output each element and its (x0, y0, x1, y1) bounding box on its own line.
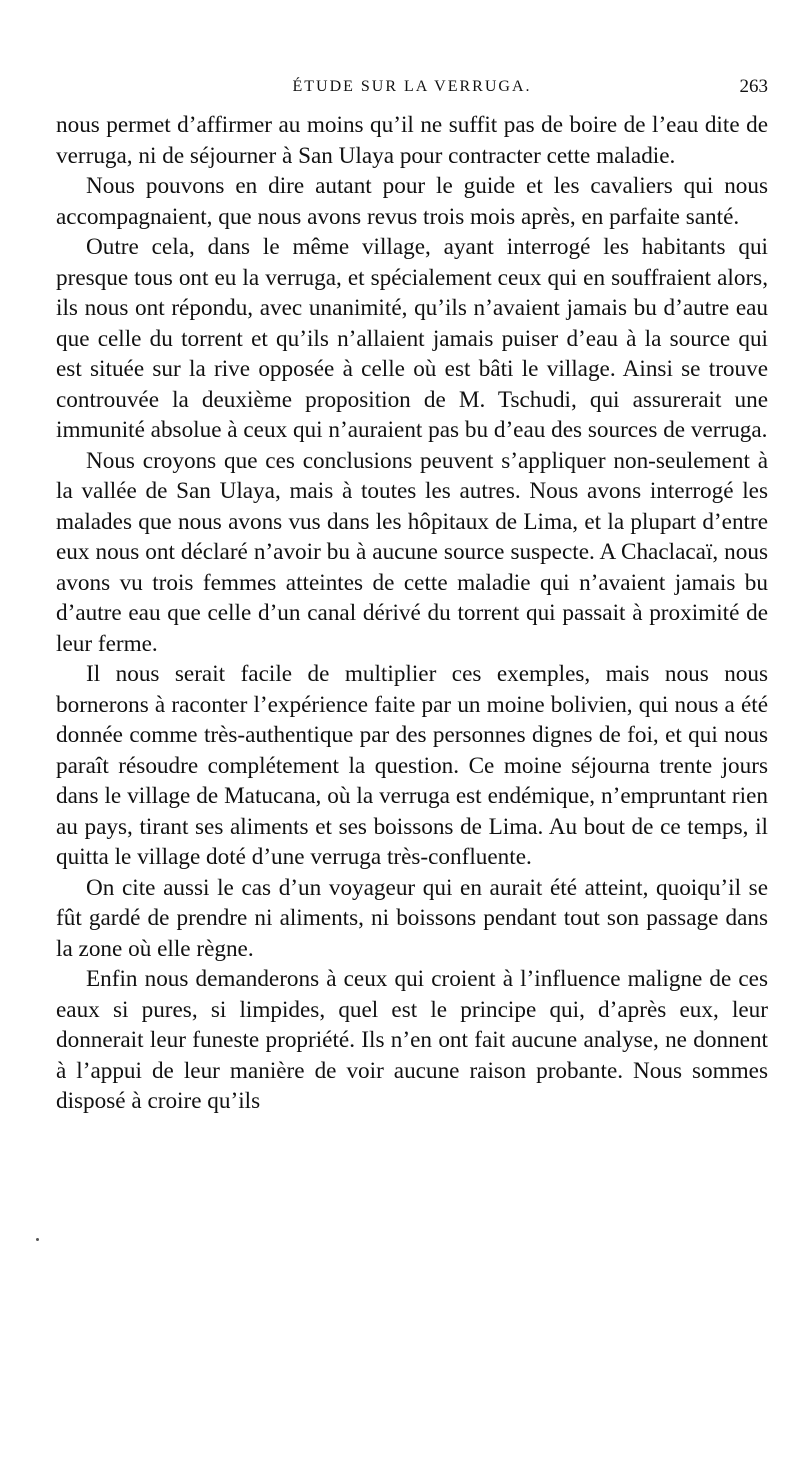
running-title: ÉTUDE SUR LA VERRUGA. (292, 78, 532, 95)
paragraph: Nous croyons que ces conclusions peuvent s’appliquer non-seulement à la vallée de San Ulaya, mais à toutes les autres. Nous avons interrogé les malades que nous avons vus dans les hôpitaux de Lima, et la plupart d’entre eux nous ont déclaré n’avoir bu à aucune source suspecte. A Chaclacaï, nous avons vu trois femmes atteintes de cette maladie qui n’avaient jamais bu d’autre eau que celle d’un canal dérivé du torrent qui passait à proximité de leur ferme. (56, 447, 768, 657)
paragraph: Il nous serait facile de multiplier ces exemples, mais nous nous bornerons à raconter l’expérience faite par un moine bolivien, qui nous a été donnée comme très-authentique par des personnes dignes de foi, et qui nous paraît résoudre complétement la question. Ce moine séjourna trente jours dans le village de Matucana, où la verruga est endémique, n’empruntant rien au pays, tirant ses aliments et ses boissons de Lima. Au bout de ce temps, il quitta le village doté d’une verruga très-confluente. (56, 661, 768, 870)
paragraph: Enfin nous demanderons à ceux qui croient à l’influence maligne de ces eaux si pures, si limpides, quel est le principe qui, d’après eux, leur donnerait leur funeste propriété. Ils n’en ont fait aucune analyse, ne donnent à l’appui de leur manière de voir aucune raison probante. Nous sommes disposé à croire qu’ils (56, 966, 768, 1114)
paragraph: Outre cela, dans le même village, ayant interrogé les habitants qui presque tous ont eu la verruga, et spécialement ceux qui en souffraient alors, ils nous ont répondu, avec unanimité, qu’ils n’avaient jamais bu d’autre eau que celle du torrent et qu’ils n’allaient jamais puiser d’eau à la source qui est située sur la rive opposée à celle où est bâti le village. Ainsi se trouve controuvée la deuxième proposition de M. Tschudi, qui assurerait une immunité absolue à ceux qui n’auraient pas bu d’eau des sources de verruga. (56, 234, 768, 443)
page-number: 263 (739, 76, 768, 97)
margin-speck (36, 1238, 39, 1241)
body-text (56, 110, 768, 1117)
paragraph: On cite aussi le cas d’un voyageur qui en aurait été atteint, quoiqu’il se fût gardé de prendre ni aliments, ni boissons pendant tout son passage dans la zone où elle règne. (56, 874, 768, 962)
running-head (56, 74, 768, 100)
paragraph-continuation: nous permet d’affirmer au moins qu’il ne suffit pas de boire de l’eau dite de verruga, ni de séjourner à San Ulaya pour contracter cette maladie. (56, 112, 768, 169)
paragraph: Nous pouvons en dire autant pour le guide et les cavaliers qui nous accompagnaient, que nous avons revus trois mois après, en parfaite santé. (56, 173, 768, 230)
